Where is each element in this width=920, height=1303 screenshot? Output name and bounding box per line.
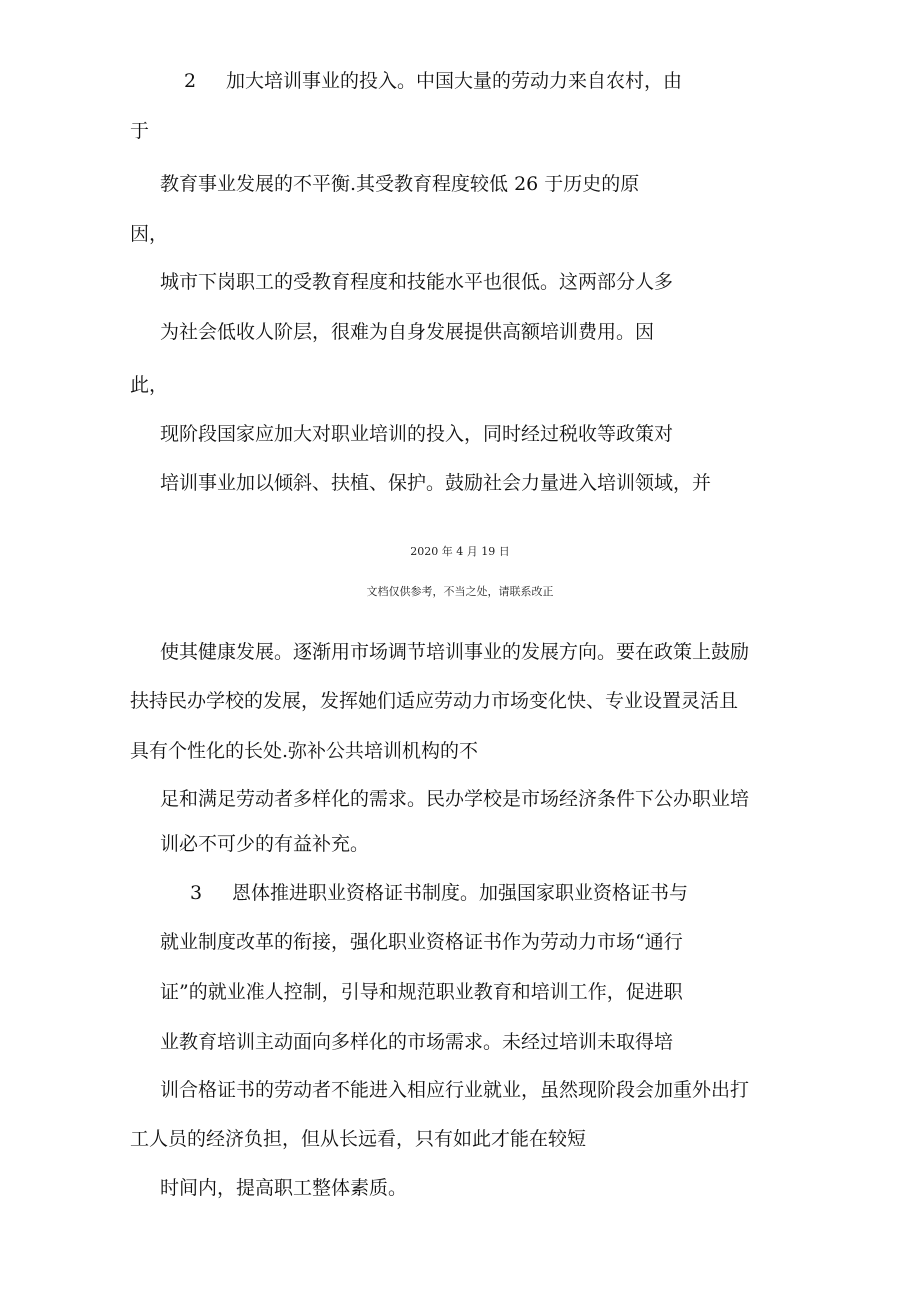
paragraph-line: 足和满足劳动者多样化的需求。民办学校是市场经济条件下公办职业培 (160, 788, 750, 810)
line-text: 恩体推进职业资格证书制度。加强国家职业资格证书与 (232, 882, 689, 904)
paragraph-line: 就业制度改革的衔接，强化职业资格证书作为劳动力市场“通行 (160, 931, 683, 953)
footer-date: 2020 年 4 月 19 日 (410, 545, 510, 558)
paragraph-line (190, 881, 688, 905)
paragraph-line: 教育事业发展的不平衡.其受教育程度较低 26 于历史的原 (160, 173, 640, 195)
footer-disclaimer: 文档仅供参考，不当之处，请联系改正 (366, 585, 554, 598)
paragraph-line: 训合格证书的劳动者不能进入相应行业就业，虽然现阶段会加重外出打 (160, 1079, 750, 1101)
paragraph-line: 于 (130, 120, 150, 142)
paragraph-line: 业教育培训主动面向多样化的市场需求。未经过培训未取得培 (160, 1031, 674, 1053)
paragraph-line: 为社会低收人阶层，很难为自身发展提供高额培训费用。因 (160, 321, 655, 343)
paragraph-line: 扶持民办学校的发展，发挥她们适应劳动力市场变化快、专业设置灵活且 (130, 690, 739, 712)
paragraph-line: 城市下岗职工的受教育程度和技能水平也很低。这两部分人多 (160, 271, 674, 293)
paragraph-line: 使其健康发展。逐渐用市场调节培训事业的发展方向。要在政策上鼓励 (160, 641, 750, 663)
list-number: 3 (190, 882, 203, 904)
paragraph-line: 证”的就业准人控制，引导和规范职业教育和培训工作，促进职 (160, 981, 683, 1003)
paragraph-line: 时间内，提高职工整体素质。 (160, 1177, 408, 1199)
paragraph-line: 训必不可少的有益补充。 (160, 833, 370, 855)
paragraph-line: 具有个性化的长处.弥补公共培训机构的不 (130, 740, 479, 762)
paragraph-line: 现阶段国家应加大对职业培训的投入，同时经过税收等政策对 (160, 423, 674, 445)
paragraph-line: 培训事业加以倾斜、扶植、保护。鼓励社会力量进入培训领域，并 (160, 472, 712, 494)
paragraph-line: 此， (130, 374, 169, 396)
line-text: 加大培训事业的投入。中国大量的劳动力来自农村，由 (226, 70, 683, 92)
paragraph-line: 工人员的经济负担，但从长远看，只有如此才能在较短 (130, 1128, 587, 1150)
paragraph-line (184, 69, 682, 93)
paragraph-line: 因， (130, 223, 169, 245)
list-number: 2 (184, 70, 197, 92)
